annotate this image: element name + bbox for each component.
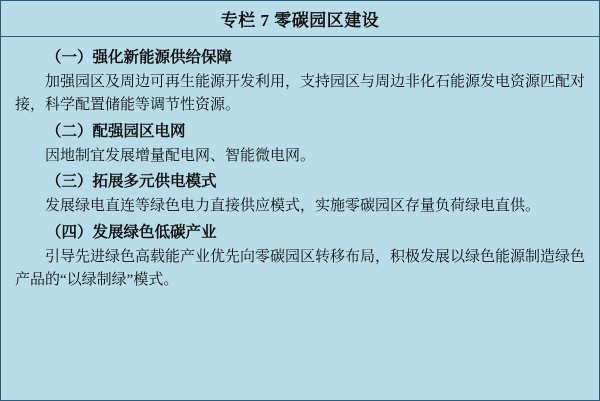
section-paragraph-2: 因地制宜发展增量配电网、智能微电网。 (45, 147, 316, 164)
section-heading-3: （三）拓展多元供电模式 (46, 173, 217, 191)
section-paragraph-4: 引导先进绿色高载能产业优先向零碳园区转移布局，积极发展以绿色能源制造绿色产品的“以绿制绿”模式。 (15, 248, 586, 289)
section-heading-4: （四）发展绿色低碳产业 (46, 223, 217, 241)
page-title: 专栏 7 零碳园区建设 (220, 11, 380, 30)
section-paragraph-1: 加强园区及周边可再生能源开发利用，支持园区与周边非化石能源发电资源匹配对接，科学配置储能等调节性资源。 (15, 74, 586, 114)
section-heading-2: （二）配强园区电网 (46, 122, 186, 140)
callout-box-header (1, 1, 599, 37)
section-paragraph-3: 发展绿电直连等绿色电力直接供应模式，实施零碳园区存量负荷绿电直供。 (45, 198, 541, 215)
callout-box-body (1, 37, 599, 400)
section-heading-1: （一）强化新能源供给保障 (46, 49, 233, 66)
